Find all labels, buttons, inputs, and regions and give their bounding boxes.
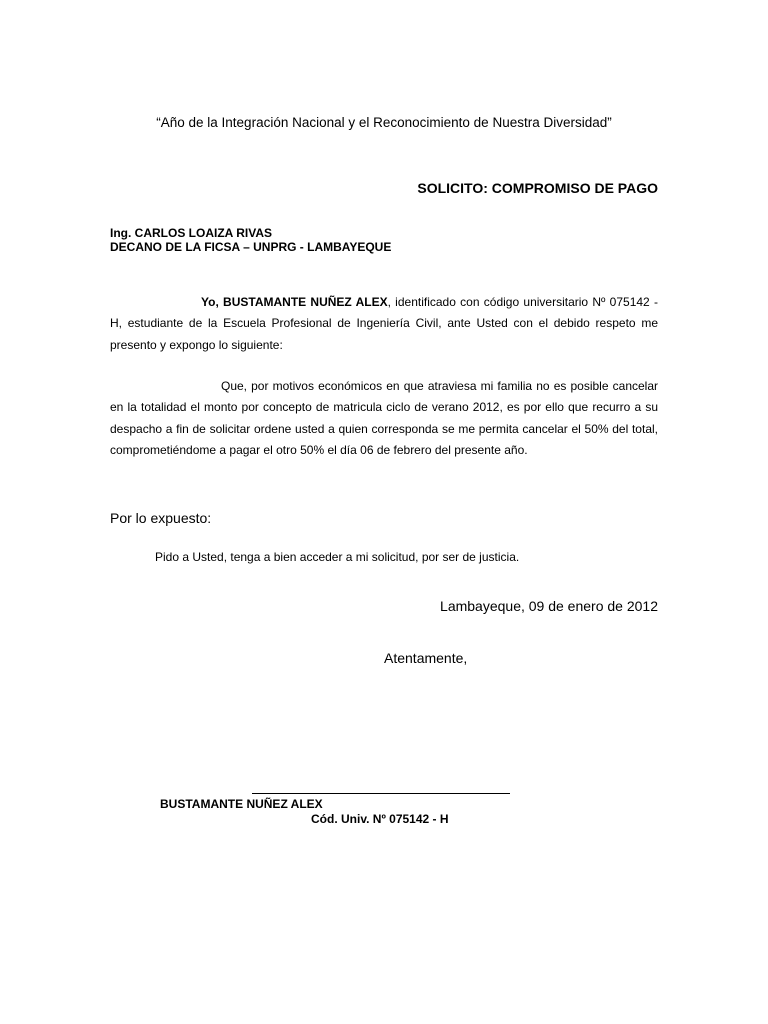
request-subject: SOLICITO: COMPROMISO DE PAGO [417, 180, 658, 196]
regards: Atentamente, [384, 650, 468, 666]
student-name: BUSTAMANTE NUÑEZ ALEX [223, 295, 388, 309]
introduction-paragraph [110, 292, 658, 356]
recipient-name: Ing. CARLOS LOAIZA RIVAS [110, 226, 272, 240]
reason-paragraph: Que, por motivos económicos en que atraviesa mi familia no es posible cancelar en la totalidad el monto por concepto de matricula ciclo de verano 2012, es por ello que recurro a su despacho a fin de solicitar ordene usted a quien corresponda se me permita cancelar el 50% del total, comprometiéndome a pagar el otro 50% el día 06 de febrero del presente año. [110, 379, 658, 457]
signature-line [252, 793, 510, 794]
place-and-date: Lambayeque, 09 de enero de 2012 [440, 598, 658, 614]
year-motto: “Año de la Integración Nacional y el Reconocimiento de Nuestra Diversidad” [156, 115, 612, 130]
intro-lead: Yo, [201, 295, 224, 309]
recipient-block [110, 226, 391, 254]
recipient-position: DECANO DE LA FICSA – UNPRG - LAMBAYEQUE [110, 240, 392, 254]
signature-name: BUSTAMANTE NUÑEZ ALEX [160, 797, 323, 811]
request-line: Pido a Usted, tenga a bien acceder a mi solicitud, por ser de justicia. [155, 550, 520, 564]
signature-code: Cód. Univ. Nº 075142 - H [311, 812, 449, 826]
closing-phrase: Por lo expuesto: [110, 510, 212, 526]
intro-text: , identificado con código universitario Nº 075142 - H, estudiante de la Escuela Profesional de Ingeniería Civil, ante Usted con el debido respeto me presento y expongo lo siguiente: [110, 295, 658, 352]
